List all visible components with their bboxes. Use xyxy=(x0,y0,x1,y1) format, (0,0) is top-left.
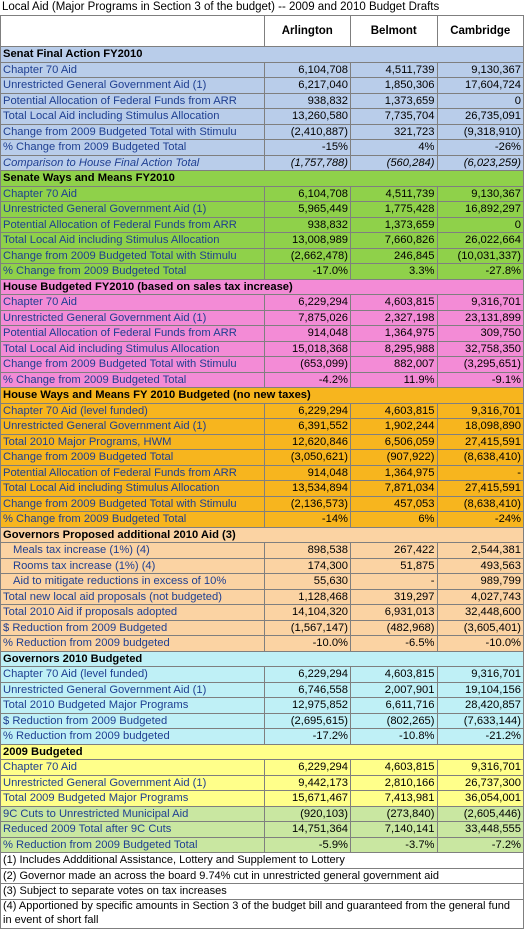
cell-cambridge: 32,758,350 xyxy=(437,341,524,357)
cell-arlington: 15,018,368 xyxy=(264,341,350,357)
row-label: Chapter 70 Aid xyxy=(1,760,265,776)
row-label: Unrestricted General Government Aid (1) xyxy=(1,682,265,698)
cell-belmont: 7,735,704 xyxy=(351,109,437,125)
cell-cambridge: 9,316,701 xyxy=(437,667,524,683)
cell-arlington: (2,695,615) xyxy=(264,713,350,729)
column-header-arlington: Arlington xyxy=(264,16,350,47)
table-row xyxy=(1,837,524,853)
table-row xyxy=(1,496,524,512)
row-label: % Change from 2009 Budgeted Total xyxy=(1,140,265,156)
table-row xyxy=(1,822,524,838)
cell-arlington: (1,757,788) xyxy=(264,155,350,171)
sheet-title: Local Aid (Major Programs in Section 3 of the budget) -- 2009 and 2010 Budget Drafts xyxy=(2,1,440,13)
cell-belmont: 1,373,659 xyxy=(351,93,437,109)
row-label: 9C Cuts to Unrestricted Municipal Aid xyxy=(1,806,265,822)
cell-cambridge: -27.8% xyxy=(437,264,524,280)
table-row xyxy=(1,589,524,605)
cell-belmont: 2,327,198 xyxy=(351,310,437,326)
cell-belmont: 11.9% xyxy=(351,372,437,388)
footnote: (2) Governor made an across the board 9.74% cut in unrestricted general government aid xyxy=(1,868,524,884)
row-label: Total Local Aid including Stimulus Allocation xyxy=(1,481,265,497)
table-row xyxy=(1,419,524,435)
table-row xyxy=(1,326,524,342)
table-row xyxy=(1,713,524,729)
cell-arlington: (920,103) xyxy=(264,806,350,822)
footnote-row xyxy=(1,868,524,884)
cell-arlington: 14,104,320 xyxy=(264,605,350,621)
cell-arlington: 12,620,846 xyxy=(264,434,350,450)
row-label: % Change from 2009 Budgeted Total xyxy=(1,512,265,528)
cell-belmont: - xyxy=(351,574,437,590)
table-row xyxy=(1,574,524,590)
cell-cambridge: 9,316,701 xyxy=(437,403,524,419)
cell-belmont: 882,007 xyxy=(351,357,437,373)
table-row xyxy=(1,512,524,528)
row-label: Total 2009 Budgeted Major Programs xyxy=(1,791,265,807)
cell-belmont: 6,931,013 xyxy=(351,605,437,621)
cell-cambridge: (8,638,410) xyxy=(437,496,524,512)
table-row xyxy=(1,357,524,373)
cell-cambridge: 26,735,091 xyxy=(437,109,524,125)
row-label: Reduced 2009 Total after 9C Cuts xyxy=(1,822,265,838)
table-row xyxy=(1,248,524,264)
table-row xyxy=(1,202,524,218)
cell-cambridge: 2,544,381 xyxy=(437,543,524,559)
cell-arlington: 1,128,468 xyxy=(264,589,350,605)
cell-cambridge: 17,604,724 xyxy=(437,78,524,94)
cell-cambridge: 18,098,890 xyxy=(437,419,524,435)
cell-belmont: (560,284) xyxy=(351,155,437,171)
cell-belmont: -6.5% xyxy=(351,636,437,652)
section-heading: House Budgeted FY2010 (based on sales tax increase) xyxy=(1,279,524,295)
cell-cambridge: 32,448,600 xyxy=(437,605,524,621)
table-row xyxy=(1,775,524,791)
footnote-row xyxy=(1,899,524,928)
cell-belmont: 246,845 xyxy=(351,248,437,264)
cell-arlington: (1,567,147) xyxy=(264,620,350,636)
cell-belmont: 3.3% xyxy=(351,264,437,280)
cell-arlington: 174,300 xyxy=(264,558,350,574)
cell-arlington: 13,534,894 xyxy=(264,481,350,497)
row-label: Total new local aid proposals (not budgeted) xyxy=(1,589,265,605)
cell-arlington: (2,410,887) xyxy=(264,124,350,140)
table-row xyxy=(1,682,524,698)
table-row xyxy=(1,217,524,233)
cell-cambridge: (6,023,259) xyxy=(437,155,524,171)
cell-arlington: (2,662,478) xyxy=(264,248,350,264)
row-label: Potential Allocation of Federal Funds from ARR xyxy=(1,217,265,233)
cell-belmont: 4,603,815 xyxy=(351,403,437,419)
cell-arlington: 9,442,173 xyxy=(264,775,350,791)
cell-cambridge: -26% xyxy=(437,140,524,156)
cell-arlington: 914,048 xyxy=(264,326,350,342)
table-row xyxy=(1,698,524,714)
section-heading: Governors 2010 Budgeted xyxy=(1,651,524,667)
table-row xyxy=(1,78,524,94)
cell-arlington: 12,975,852 xyxy=(264,698,350,714)
cell-cambridge: - xyxy=(437,465,524,481)
cell-belmont: 6% xyxy=(351,512,437,528)
cell-belmont: 319,297 xyxy=(351,589,437,605)
cell-arlington: 6,229,294 xyxy=(264,667,350,683)
column-header-row xyxy=(1,16,524,47)
cell-arlington: 6,217,040 xyxy=(264,78,350,94)
table-row xyxy=(1,403,524,419)
cell-belmont: 1,850,306 xyxy=(351,78,437,94)
table-row xyxy=(1,310,524,326)
row-label: Potential Allocation of Federal Funds from ARR xyxy=(1,465,265,481)
footnote: (1) Includes Addditional Assistance, Lottery and Supplement to Lottery xyxy=(1,853,524,869)
cell-belmont: (907,922) xyxy=(351,450,437,466)
cell-belmont: 2,007,901 xyxy=(351,682,437,698)
row-label: Unrestricted General Government Aid (1) xyxy=(1,775,265,791)
cell-belmont: 4,511,739 xyxy=(351,62,437,78)
cell-belmont: 51,875 xyxy=(351,558,437,574)
cell-arlington: -10.0% xyxy=(264,636,350,652)
row-label: % Reduction from 2009 budgeted xyxy=(1,729,265,745)
section-heading-row xyxy=(1,527,524,543)
row-label: Chapter 70 Aid (level funded) xyxy=(1,403,265,419)
row-label: % Reduction from 2009 Budgeted Total xyxy=(1,837,265,853)
row-label: Total 2010 Budgeted Major Programs xyxy=(1,698,265,714)
row-label: Total 2010 Aid if proposals adopted xyxy=(1,605,265,621)
column-header-belmont: Belmont xyxy=(351,16,437,47)
table-row xyxy=(1,791,524,807)
row-label: Change from 2009 Budgeted Total with Stimulu xyxy=(1,496,265,512)
table-row xyxy=(1,233,524,249)
footnote-row xyxy=(1,853,524,869)
cell-cambridge: -7.2% xyxy=(437,837,524,853)
column-header-cambridge: Cambridge xyxy=(437,16,524,47)
section-heading-row xyxy=(1,651,524,667)
cell-arlington: 13,260,580 xyxy=(264,109,350,125)
cell-cambridge: 0 xyxy=(437,217,524,233)
cell-cambridge: (7,633,144) xyxy=(437,713,524,729)
cell-cambridge: 19,104,156 xyxy=(437,682,524,698)
row-label: Potential Allocation of Federal Funds from ARR xyxy=(1,326,265,342)
cell-cambridge: 989,799 xyxy=(437,574,524,590)
row-label: Change from 2009 Budgeted Total with Stimulu xyxy=(1,357,265,373)
cell-arlington: -15% xyxy=(264,140,350,156)
cell-cambridge: (3,605,401) xyxy=(437,620,524,636)
cell-arlington: (2,136,573) xyxy=(264,496,350,512)
row-label: Aid to mitigate reductions in excess of 10% xyxy=(1,574,265,590)
row-label: Change from 2009 Budgeted Total xyxy=(1,450,265,466)
cell-cambridge: -9.1% xyxy=(437,372,524,388)
table-row xyxy=(1,372,524,388)
footnote: (3) Subject to separate votes on tax increases xyxy=(1,884,524,900)
cell-cambridge: 0 xyxy=(437,93,524,109)
cell-belmont: 6,611,716 xyxy=(351,698,437,714)
row-label: Unrestricted General Government Aid (1) xyxy=(1,310,265,326)
table-row xyxy=(1,558,524,574)
cell-belmont: 4,603,815 xyxy=(351,760,437,776)
cell-cambridge: 9,130,367 xyxy=(437,62,524,78)
cell-belmont: 1,373,659 xyxy=(351,217,437,233)
cell-arlington: 938,832 xyxy=(264,217,350,233)
table-row xyxy=(1,636,524,652)
cell-belmont: 1,364,975 xyxy=(351,465,437,481)
cell-arlington: 938,832 xyxy=(264,93,350,109)
cell-belmont: 8,295,988 xyxy=(351,341,437,357)
table-row xyxy=(1,806,524,822)
cell-arlington: 898,538 xyxy=(264,543,350,559)
table-row xyxy=(1,667,524,683)
row-label: Total Local Aid including Stimulus Allocation xyxy=(1,233,265,249)
row-label: Change from 2009 Budgeted Total with Stimulu xyxy=(1,124,265,140)
section-heading: Senate Ways and Means FY2010 xyxy=(1,171,524,187)
section-heading: Governors Proposed additional 2010 Aid (3) xyxy=(1,527,524,543)
footnote-row xyxy=(1,884,524,900)
cell-cambridge: 26,022,664 xyxy=(437,233,524,249)
cell-arlington: 14,751,364 xyxy=(264,822,350,838)
cell-cambridge: 9,316,701 xyxy=(437,295,524,311)
cell-arlington: -17.0% xyxy=(264,264,350,280)
table-row xyxy=(1,543,524,559)
cell-cambridge: 27,415,591 xyxy=(437,434,524,450)
cell-cambridge: 28,420,857 xyxy=(437,698,524,714)
cell-cambridge: 9,316,701 xyxy=(437,760,524,776)
table-row xyxy=(1,760,524,776)
cell-arlington: -4.2% xyxy=(264,372,350,388)
cell-cambridge: 26,737,300 xyxy=(437,775,524,791)
cell-cambridge: -21.2% xyxy=(437,729,524,745)
table-row xyxy=(1,140,524,156)
row-label: Comparison to House Final Action Total xyxy=(1,155,265,171)
cell-belmont: 7,140,141 xyxy=(351,822,437,838)
row-label: Potential Allocation of Federal Funds from ARR xyxy=(1,93,265,109)
table-row xyxy=(1,155,524,171)
table-row xyxy=(1,186,524,202)
cell-arlington: 15,671,467 xyxy=(264,791,350,807)
cell-arlington: 6,104,708 xyxy=(264,186,350,202)
cell-belmont: 2,810,166 xyxy=(351,775,437,791)
cell-arlington: 6,229,294 xyxy=(264,403,350,419)
cell-arlington: 5,965,449 xyxy=(264,202,350,218)
cell-arlington: (3,050,621) xyxy=(264,450,350,466)
table-row xyxy=(1,62,524,78)
cell-arlington: -5.9% xyxy=(264,837,350,853)
section-heading-row xyxy=(1,47,524,63)
row-label: Meals tax increase (1%) (4) xyxy=(1,543,265,559)
cell-arlington: 6,229,294 xyxy=(264,760,350,776)
cell-belmont: 4,603,815 xyxy=(351,667,437,683)
row-label: % Change from 2009 Budgeted Total xyxy=(1,372,265,388)
section-heading-row xyxy=(1,171,524,187)
cell-belmont: 4,603,815 xyxy=(351,295,437,311)
cell-cambridge: 4,027,743 xyxy=(437,589,524,605)
cell-cambridge: -24% xyxy=(437,512,524,528)
row-label: Unrestricted General Government Aid (1) xyxy=(1,202,265,218)
cell-belmont: (273,840) xyxy=(351,806,437,822)
cell-belmont: (802,265) xyxy=(351,713,437,729)
cell-cambridge: 36,054,001 xyxy=(437,791,524,807)
cell-belmont: 267,422 xyxy=(351,543,437,559)
cell-belmont: 1,775,428 xyxy=(351,202,437,218)
cell-cambridge: (2,605,446) xyxy=(437,806,524,822)
section-heading: Senat Final Action FY2010 xyxy=(1,47,524,63)
table-row xyxy=(1,620,524,636)
table-row xyxy=(1,434,524,450)
cell-arlington: 6,229,294 xyxy=(264,295,350,311)
cell-cambridge: (9,318,910) xyxy=(437,124,524,140)
cell-arlington: 6,104,708 xyxy=(264,62,350,78)
row-label: $ Reduction from 2009 Budgeted xyxy=(1,620,265,636)
cell-cambridge: 9,130,367 xyxy=(437,186,524,202)
section-heading: House Ways and Means FY 2010 Budgeted (no new taxes) xyxy=(1,388,524,404)
cell-arlington: -14% xyxy=(264,512,350,528)
cell-cambridge: -10.0% xyxy=(437,636,524,652)
cell-cambridge: (3,295,651) xyxy=(437,357,524,373)
row-label: Change from 2009 Budgeted Total with Stimulu xyxy=(1,248,265,264)
cell-belmont: 1,902,244 xyxy=(351,419,437,435)
cell-arlington: 914,048 xyxy=(264,465,350,481)
cell-belmont: 321,723 xyxy=(351,124,437,140)
table-row xyxy=(1,465,524,481)
cell-cambridge: 16,892,297 xyxy=(437,202,524,218)
cell-cambridge: 33,448,555 xyxy=(437,822,524,838)
table-row xyxy=(1,264,524,280)
local-aid-table xyxy=(0,15,524,929)
row-label: Unrestricted General Government Aid (1) xyxy=(1,78,265,94)
row-label: Total 2010 Major Programs, HWM xyxy=(1,434,265,450)
table-row xyxy=(1,124,524,140)
cell-belmont: -3.7% xyxy=(351,837,437,853)
cell-belmont: (482,968) xyxy=(351,620,437,636)
cell-cambridge: 23,131,899 xyxy=(437,310,524,326)
cell-belmont: 4% xyxy=(351,140,437,156)
table-row xyxy=(1,295,524,311)
row-label: Unrestricted General Government Aid (1) xyxy=(1,419,265,435)
table-row xyxy=(1,341,524,357)
cell-belmont: 1,364,975 xyxy=(351,326,437,342)
cell-cambridge: (8,638,410) xyxy=(437,450,524,466)
cell-arlington: (653,099) xyxy=(264,357,350,373)
cell-arlington: 6,391,552 xyxy=(264,419,350,435)
cell-belmont: 4,511,739 xyxy=(351,186,437,202)
table-row xyxy=(1,109,524,125)
cell-cambridge: 309,750 xyxy=(437,326,524,342)
cell-belmont: 457,053 xyxy=(351,496,437,512)
row-label: $ Reduction from 2009 Budgeted xyxy=(1,713,265,729)
section-heading-row xyxy=(1,279,524,295)
cell-belmont: 7,660,826 xyxy=(351,233,437,249)
table-row xyxy=(1,481,524,497)
cell-belmont: -10.8% xyxy=(351,729,437,745)
header-blank-cell xyxy=(1,16,265,47)
table-row xyxy=(1,729,524,745)
cell-cambridge: (10,031,337) xyxy=(437,248,524,264)
row-label: Chapter 70 Aid (level funded) xyxy=(1,667,265,683)
row-label: Total Local Aid including Stimulus Allocation xyxy=(1,341,265,357)
table-row xyxy=(1,605,524,621)
cell-arlington: 13,008,989 xyxy=(264,233,350,249)
row-label: Rooms tax increase (1%) (4) xyxy=(1,558,265,574)
cell-belmont: 7,871,034 xyxy=(351,481,437,497)
row-label: Chapter 70 Aid xyxy=(1,62,265,78)
row-label: Chapter 70 Aid xyxy=(1,295,265,311)
section-heading-row xyxy=(1,388,524,404)
cell-arlington: -17.2% xyxy=(264,729,350,745)
cell-belmont: 7,413,981 xyxy=(351,791,437,807)
section-heading: 2009 Budgeted xyxy=(1,744,524,760)
cell-belmont: 6,506,059 xyxy=(351,434,437,450)
cell-cambridge: 493,563 xyxy=(437,558,524,574)
table-row xyxy=(1,93,524,109)
section-heading-row xyxy=(1,744,524,760)
cell-arlington: 55,630 xyxy=(264,574,350,590)
cell-cambridge: 27,415,591 xyxy=(437,481,524,497)
cell-arlington: 6,746,558 xyxy=(264,682,350,698)
row-label: Total Local Aid including Stimulus Allocation xyxy=(1,109,265,125)
row-label: Chapter 70 Aid xyxy=(1,186,265,202)
row-label: % Change from 2009 Budgeted Total xyxy=(1,264,265,280)
footnote: (4) Apportioned by specific amounts in Section 3 of the budget bill and guaranteed from the general fund in event of short fall xyxy=(1,899,524,928)
table-row xyxy=(1,450,524,466)
row-label: % Reduction from 2009 budgeted xyxy=(1,636,265,652)
cell-arlington: 7,875,026 xyxy=(264,310,350,326)
